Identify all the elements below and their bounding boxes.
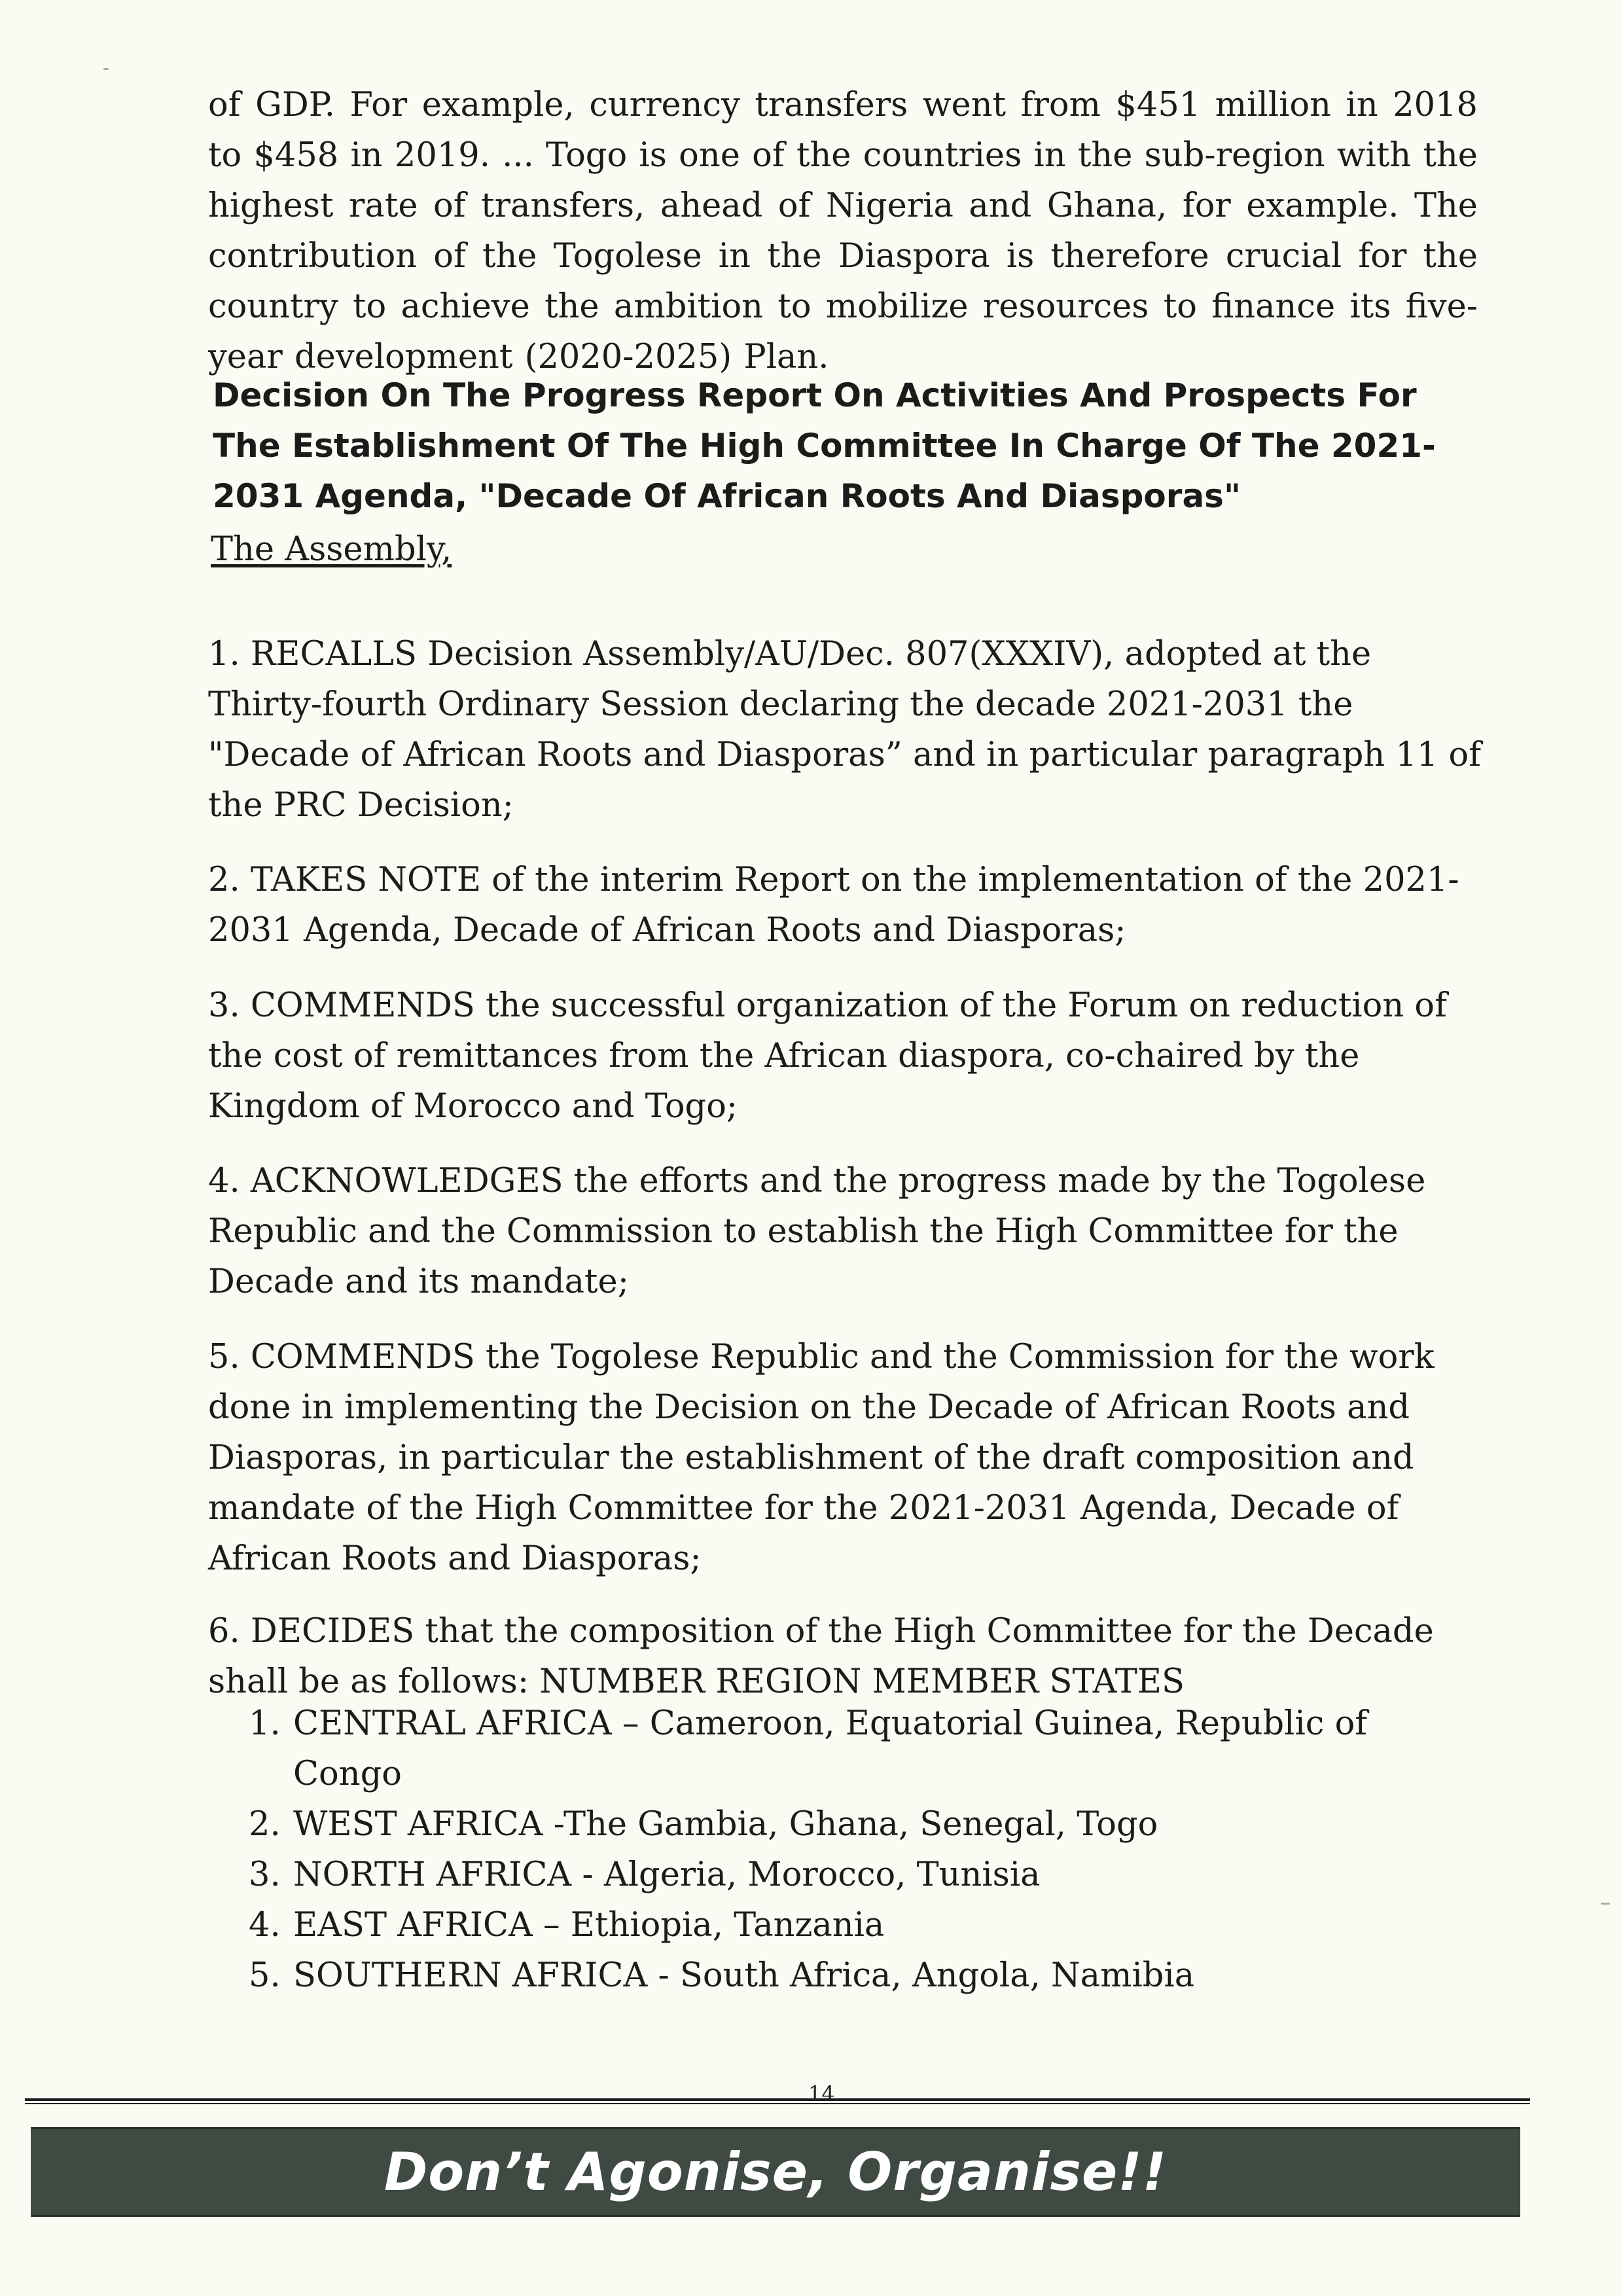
- region-text: EAST AFRICA – Ethiopia, Tanzania: [293, 1906, 885, 1945]
- decision-heading: Decision On The Progress Report On Activities And Prospects For The Establishment Of The High Committee In Charge Of The 2021-2031 Agenda, "Decade Of African Roots And Diasporas": [213, 376, 1436, 515]
- region-text: WEST AFRICA -The Gambia, Ghana, Senegal, Togo: [293, 1805, 1158, 1844]
- decision-paragraph-2: 2. TAKES NOTE of the interim Report on the implementation of the 2021-2031 Agenda, Decade of African Roots and Diasporas;: [208, 861, 1459, 950]
- decision-paragraph-5: 5. COMMENDS the Togolese Republic and the Commission for the work done in implementing the Decision on the Decade of African Roots and Diasporas, in particular the establishment of the draft composition and mandate of the High Committee for the 2021-2031 Agenda, Decade of African Roots and Diasporas;: [208, 1338, 1435, 1578]
- footer-divider: [25, 2098, 1530, 2101]
- region-number: 2.: [249, 1805, 281, 1844]
- region-list-item: [249, 1799, 1479, 1850]
- region-number: 1.: [249, 1704, 281, 1743]
- decision-paragraph-3: 3. COMMENDS the successful organization of the Forum on reduction of the cost of remittances from the African diaspora, co-chaired by the Kingdom of Morocco and Togo;: [208, 986, 1447, 1126]
- region-list-item: [249, 1950, 1479, 2001]
- decision-paragraph-4: 4. ACKNOWLEDGES the efforts and the progress made by the Togolese Republic and the Commission to establish the High Committee for the Decade and its mandate;: [208, 1162, 1426, 1301]
- region-text: CENTRAL AFRICA – Cameroon, Equatorial Guinea, Republic of Congo: [293, 1704, 1368, 1793]
- region-number: 5.: [249, 1956, 281, 1995]
- region-number: 4.: [249, 1906, 281, 1945]
- slogan-text: Don’t Agonise, Organise!!: [383, 2142, 1168, 2202]
- region-text: NORTH AFRICA - Algeria, Morocco, Tunisia: [293, 1856, 1041, 1894]
- region-list-item: [249, 1850, 1479, 1900]
- region-number: 3.: [249, 1856, 281, 1894]
- footer-divider: [25, 2103, 1530, 2104]
- region-list-item: [249, 1900, 1479, 1950]
- scan-speck: [103, 68, 109, 70]
- slogan-banner: [31, 2127, 1520, 2217]
- intro-paragraph: of GDP. For example, currency transfers went from $451 million in 2018 to $458 in 2019. ... Togo is one of the countries in the sub-region with the highest rate of transfers, ahead of Nigeria and Ghana, for example. The contribution of the Togolese in the Diaspora is therefore crucial for the country to achieve the ambition to mobilize resources to finance its five-year development (2020-2025) Plan.: [208, 86, 1478, 376]
- region-text: SOUTHERN AFRICA - South Africa, Angola, Namibia: [293, 1956, 1195, 1995]
- scan-speck: [1601, 1903, 1610, 1905]
- decision-paragraph-6: 6. DECIDES that the composition of the High Committee for the Decade shall be as follows: NUMBER REGION MEMBER STATES: [208, 1612, 1434, 1701]
- assembly-label: The Assembly,: [211, 530, 452, 569]
- decision-paragraph-1: 1. RECALLS Decision Assembly/AU/Dec. 807(XXXIV), adopted at the Thirty-fourth Ordinary Session declaring the decade 2021-2031 the "Decade of African Roots and Diasporas” and in particular paragraph 11 of the PRC Decision;: [208, 635, 1482, 825]
- region-list: [249, 1698, 1479, 2001]
- region-list-item: [249, 1698, 1479, 1799]
- page-number: 14: [808, 2081, 835, 2106]
